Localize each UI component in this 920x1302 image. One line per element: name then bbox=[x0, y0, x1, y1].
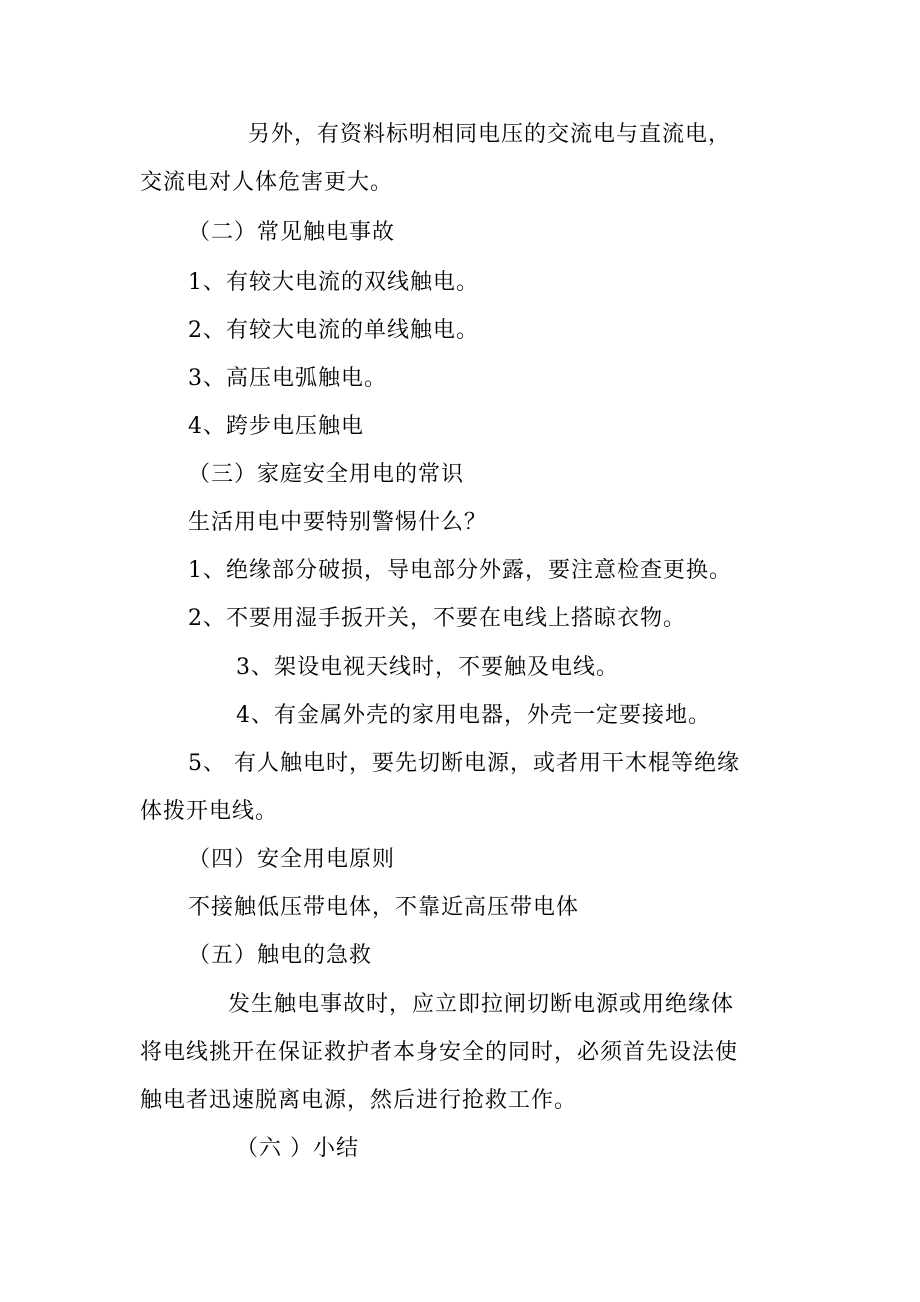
section-heading: （四）安全用电原则 bbox=[188, 847, 396, 872]
section-heading: （二）常见触电事故 bbox=[188, 220, 396, 245]
paragraph-line: 触电者迅速脱离电源，然后进行抢救工作。 bbox=[140, 1088, 578, 1113]
paragraph-line: 交流电对人体危害更大。 bbox=[140, 170, 394, 195]
list-item: 2、不要用湿手扳开关，不要在电线上搭晾衣物。 bbox=[188, 606, 686, 631]
section-heading: （三）家庭安全用电的常识 bbox=[188, 462, 465, 487]
paragraph-line: 体拨开电线。 bbox=[140, 799, 279, 824]
list-item: 2、有较大电流的单线触电。 bbox=[188, 318, 479, 343]
list-item: 1、绝缘部分破损，导电部分外露，要注意检查更换。 bbox=[188, 558, 732, 583]
paragraph-line: 另外，有资料标明相同电压的交流电与直流电， bbox=[248, 122, 732, 147]
list-item: 5、 有人触电时，要先切断电源，或者用干木棍等绝缘 bbox=[188, 751, 740, 776]
section-heading: （六 ）小结 bbox=[236, 1136, 359, 1161]
section-heading: （五）触电的急救 bbox=[188, 943, 373, 968]
list-item: 1、有较大电流的双线触电。 bbox=[188, 270, 479, 295]
list-item: 3、架设电视天线时，不要触及电线。 bbox=[236, 655, 619, 680]
paragraph-line: 将电线挑开在保证救护者本身安全的同时，必须首先设法使 bbox=[140, 1040, 739, 1065]
paragraph-line: 不接触低压带电体，不靠近高压带电体 bbox=[188, 895, 580, 920]
paragraph-line: 发生触电事故时，应立即拉闸切断电源或用绝缘体 bbox=[228, 992, 735, 1017]
list-item: 4、有金属外壳的家用电器，外壳一定要接地。 bbox=[236, 703, 711, 728]
list-item: 3、高压电弧触电。 bbox=[188, 366, 387, 391]
list-item: 4、跨步电压触电 bbox=[188, 414, 364, 439]
paragraph-line: 生活用电中要特别警惕什么？ bbox=[188, 510, 488, 535]
